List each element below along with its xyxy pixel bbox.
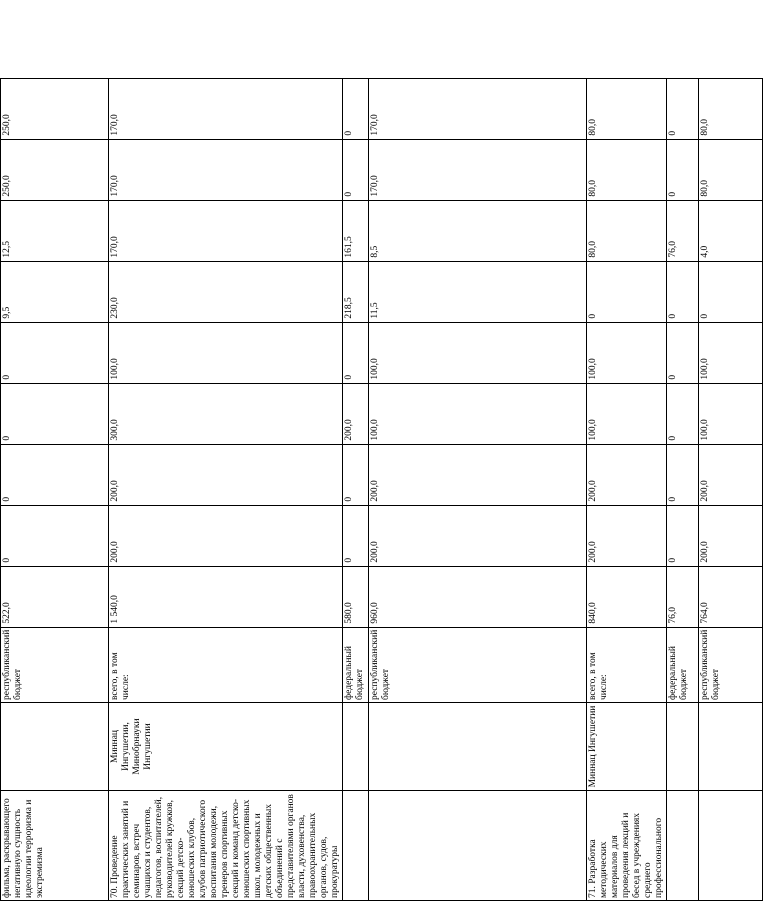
funding-source-cell: республиканский бюджет [369,627,587,702]
amount-cell: 80,0 [699,78,763,139]
amount-cell: 200,0 [109,444,343,505]
amount-cell: 170,0 [369,139,587,200]
event-name-cell: 70. Проведение практических занятий и семинаров, встреч учащихся и студентов, педагогов, воспитателей, руководителей кружков, секций детско-юношеских клубов, клубов патриотического воспитания молодежи, тренеров спортивных секций и команд детско-юношеских спортивных школ, молодежных и детских общественных объединений с представителями органов власти, духовенства, правоохранительных органов, судов, прокуратуры [109,791,343,901]
amount-cell: 0 [667,139,699,200]
amount-cell: 8,5 [369,200,587,261]
amount-cell: 840,0 [587,566,667,627]
amount-cell: 0 [667,322,699,383]
executor-cell: Миннац Ингушетии, Минобрнауки Ингушетии [109,703,343,791]
amount-cell: 80,0 [587,139,667,200]
table-row [1,78,109,900]
amount-cell: 170,0 [369,78,587,139]
amount-cell: 0 [667,78,699,139]
amount-cell: 76,0 [667,566,699,627]
amount-cell: 580,0 [343,566,369,627]
amount-cell: 161,5 [343,200,369,261]
amount-cell: 80,0 [699,139,763,200]
amount-cell: 0 [1,383,109,444]
executor-cell [667,703,699,791]
amount-cell: 764,0 [699,566,763,627]
amount-cell: 100,0 [699,322,763,383]
amount-cell: 250,0 [1,139,109,200]
amount-cell: 76,0 [667,200,699,261]
amount-cell: 0 [1,322,109,383]
event-name-cell [699,791,763,901]
amount-cell: 12,5 [1,200,109,261]
amount-cell: 200,0 [699,444,763,505]
amount-cell: 250,0 [1,78,109,139]
funding-source-cell: всего, в том числе: [587,627,667,702]
executor-cell [1,703,109,791]
table-row [667,78,699,900]
table-row [369,78,587,900]
amount-cell: 80,0 [587,200,667,261]
amount-cell: 0 [343,322,369,383]
amount-cell: 0 [1,444,109,505]
amount-cell: 0 [343,78,369,139]
amount-cell: 0 [343,505,369,566]
amount-cell: 0 [587,261,667,322]
amount-cell: 960,0 [369,566,587,627]
amount-cell: 522,0 [1,566,109,627]
amount-cell: 100,0 [587,322,667,383]
amount-cell: 200,0 [369,444,587,505]
amount-cell: 200,0 [587,444,667,505]
executor-cell: Миннац Ингушетии [587,703,667,791]
table-row [109,78,343,900]
amount-cell: 100,0 [109,322,343,383]
amount-cell: 100,0 [587,383,667,444]
amount-cell: 200,0 [343,383,369,444]
amount-cell: 0 [667,383,699,444]
event-name-cell: 71. Разработка методических материалов для проведения лекций и бесед в учреждениях среднего профессионального [587,791,667,901]
amount-cell: 0 [343,139,369,200]
amount-cell: 0 [667,261,699,322]
event-name-cell [667,791,699,901]
amount-cell: 9,5 [1,261,109,322]
amount-cell: 170,0 [109,200,343,261]
funding-source-cell: федеральный бюджет [343,627,369,702]
amount-cell: 0 [1,505,109,566]
amount-cell: 170,0 [109,139,343,200]
amount-cell: 4,0 [699,200,763,261]
budget-table [0,78,763,901]
amount-cell: 300,0 [109,383,343,444]
funding-source-cell: федеральный бюджет [667,627,699,702]
funding-source-cell: республиканский бюджет [1,627,109,702]
amount-cell: 218,5 [343,261,369,322]
amount-cell: 0 [699,261,763,322]
table-row [699,78,763,900]
amount-cell: 200,0 [699,505,763,566]
funding-source-cell: республиканский бюджет [699,627,763,702]
amount-cell: 100,0 [369,383,587,444]
amount-cell: 200,0 [369,505,587,566]
table-row [587,78,667,900]
amount-cell: 0 [667,444,699,505]
amount-cell: 80,0 [587,78,667,139]
amount-cell: 230,0 [109,261,343,322]
funding-source-cell: всего, в том числе: [109,627,343,702]
amount-cell: 0 [343,444,369,505]
amount-cell: 11,5 [369,261,587,322]
amount-cell: 0 [667,505,699,566]
amount-cell: 100,0 [369,322,587,383]
amount-cell: 200,0 [109,505,343,566]
executor-cell [343,703,369,791]
amount-cell: 100,0 [699,383,763,444]
amount-cell: 200,0 [587,505,667,566]
amount-cell: 1 540,0 [109,566,343,627]
executor-cell [369,703,587,791]
executor-cell [699,703,763,791]
amount-cell: 170,0 [109,78,343,139]
event-name-cell [343,791,369,901]
event-name-cell: фильма, раскрывающего негативную сущность идеологии терроризма и экстремизма [1,791,109,901]
event-name-cell [369,791,587,901]
table-row [343,78,369,900]
